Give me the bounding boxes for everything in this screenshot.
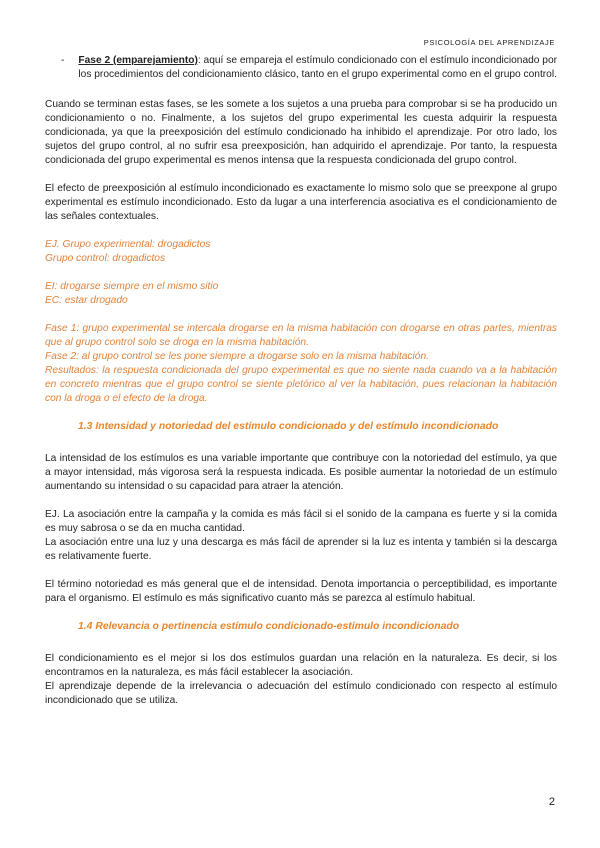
example-line: Fase 2: al grupo control se les pone siempre a drogarse solo en la misma habitación. [45,351,429,362]
example-line: EJ. La asociación entre la campaña y la comida es más fácil si el sonido de la campana es fuerte y si la comida es muy sabrosa o se da en mucha cantidad. [45,509,557,534]
bullet-dash: - [61,55,65,66]
section-1-4-body [45,652,557,708]
paragraph: El término notoriedad es más general que el de intensidad. Denota importancia o perceptibilidad, es importante para el organismo. El estímulo es más significativo cuanto más se parezca al estímulo habitual. [45,579,557,604]
example-line: Resultados: la respuesta condicionada del grupo experimental es que no siente nada cuando va a la habitación en concreto mientras que el grupo control se siente pletórico al ver la habitación, pues relacionan la habitación con la droga o el efecto de la droga. [45,365,557,404]
page-number: 2 [548,796,555,808]
paragraph: El condicionamiento es el mejor si los dos estímulos guardan una relación en la naturaleza. Es decir, si los encontramos en la naturaleza, es más fácil establecer la asociación. [45,653,557,678]
page-content [45,54,557,722]
section-heading-1-3: 1.3 Intensidad y notoriedad del estímulo condicionado y del estímulo incondicionado [78,421,499,432]
example-groups [45,238,557,266]
example-line: EC: estar drogado [45,295,128,306]
example-line: Fase 1: grupo experimental se intercala drogarse en la misma habitación con drogarse en otras partes, mientras que al grupo control solo se droga en la misma habitación. [45,323,557,348]
example-phases [45,322,557,406]
section-heading-1-4: 1.4 Relevancia o pertinencia estímulo condicionado-estímulo incondicionado [78,621,460,632]
paragraph: El efecto de preexposición al estímulo incondicionado es exactamente lo mismo solo que se preexpone al grupo experimental es estímulo incondicionado. Esto da lugar a una interferencia asociativa es el condicionamiento de las señales contextuales. [45,183,557,222]
paragraph: El aprendizaje depende de la irrelevancia o adecuación del estímulo condicionado con respecto al estímulo incondicionado que se utiliza. [45,681,557,706]
paragraph: Cuando se terminan estas fases, se les somete a los sujetos a una prueba para comprobar si se ha producido un condicionamiento o no. Finalmente, a los sujetos del grupo experimental les cuesta adquirir la respuesta condicionada, ya que la preexposición del estímulo condicionado ha inhibido el aprendizaje. Por otro lado, los sujetos del grupo control, al no sufrir esa preexposición, han adquirido el aprendizaje. Por tanto, la respuesta condicionada del grupo experimental es menos intensa que la respuesta condicionada del grupo control. [45,99,557,166]
example-stimuli [45,280,557,308]
example-block [45,508,557,564]
bullet-item-fase2 [45,54,557,82]
example-line: EJ. Grupo experimental: drogadictos [45,239,211,250]
bullet-term: Fase 2 (emparejamiento) [78,55,198,66]
example-line: EI: drogarse siempre en el mismo sitio [45,281,219,292]
bullet-text: : aquí se empareja el estímulo condicionado con el estímulo incondicionado por los procedimientos del condicionamiento clásico, tanto en el grupo experimental como en el grupo control. [78,55,558,80]
bullet-body [78,54,557,82]
running-header: PSICOLOGÍA DEL APRENDIZAJE [423,38,555,47]
example-line: La asociación entre una luz y una descarga es más fácil de aprender si la luz es intenta y también si la descarga es relativamente fuerte. [45,537,557,562]
example-line: Grupo control: drogadictos [45,253,166,264]
paragraph: La intensidad de los estímulos es una variable importante que contribuye con la notoriedad del estímulo, ya que a mayor intensidad, más vigorosa será la respuesta indicada. Es posible aumentar la notoriedad de un estímulo aumentando su intensidad o su capacidad para atraer la atención. [45,453,557,492]
